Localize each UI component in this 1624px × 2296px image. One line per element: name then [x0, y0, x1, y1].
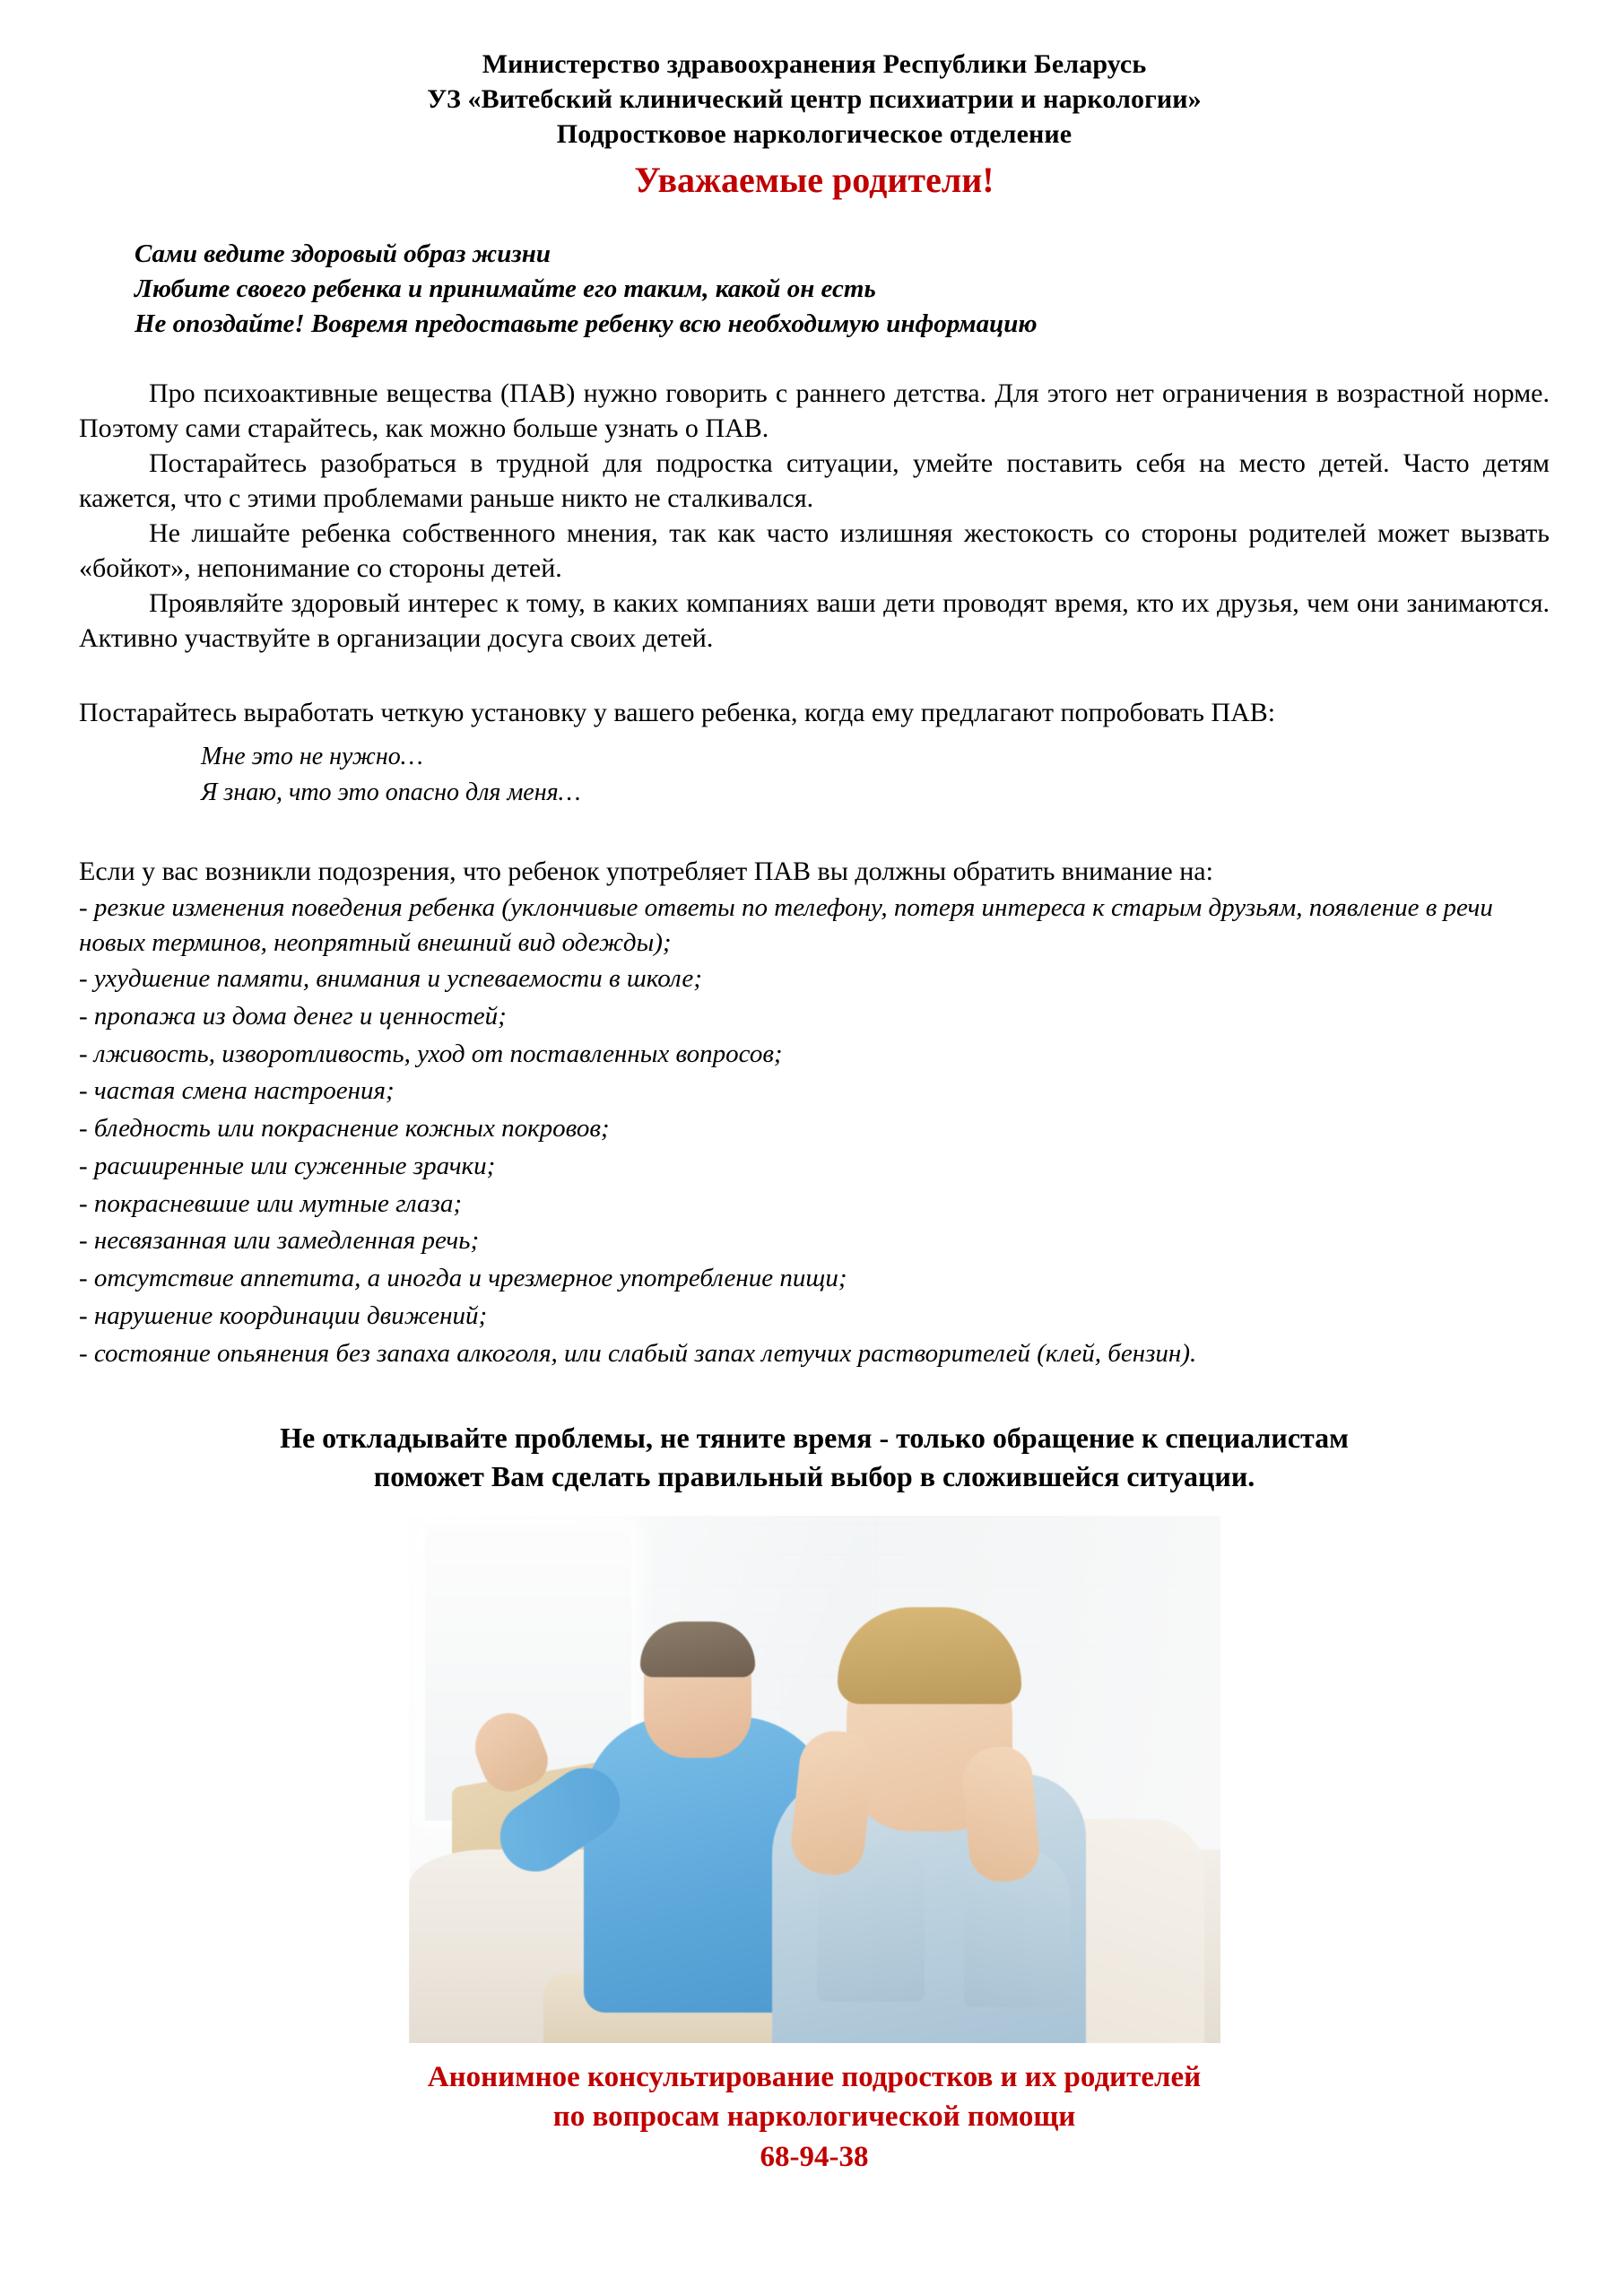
conclusion-line-1: Не откладывайте проблемы, не тяните время - только обращение к специалистам	[280, 1422, 1349, 1455]
symptom-item: - нарушение координации движений;	[79, 1300, 488, 1330]
attitude-lead: Постарайтесь выработать четкую установку у вашего ребенка, когда ему предлагают попробовать ПАВ:	[79, 697, 1276, 727]
photo-container	[79, 1516, 1550, 2043]
family-conflict-photo	[409, 1516, 1220, 2043]
header-line-department: Подростковое наркологическое отделение	[556, 119, 1073, 149]
footer-line-1: Анонимное консультирование подростков и их родителей	[427, 2061, 1202, 2094]
slogan-item: Не опоздайте! Вовремя предоставьте ребенку всю необходимую информацию	[135, 309, 1038, 338]
symptom-item: - отсутствие аппетита, а иногда и чрезмерное употребление пищи;	[79, 1264, 847, 1293]
body-paragraph: Постарайтесь разобраться в трудной для подростка ситуации, умейте поставить себя на место детей. Часто детям кажется, что с этими проблемами раньше никто не сталкивался.	[79, 448, 1550, 513]
attitude-quote: Мне это не нужно…	[201, 743, 423, 771]
document-header	[79, 47, 1550, 152]
symptom-item: - несвязанная или замедленная речь;	[79, 1226, 480, 1256]
footer-line-2: по вопросам наркологической помощи	[552, 2100, 1076, 2134]
body-paragraph: Про психоактивные вещества (ПАВ) нужно говорить с раннего детства. Для этого нет ограничения в возрастной норме. Поэтому сами старайтесь, как можно больше узнать о ПАВ.	[79, 378, 1550, 443]
symptoms-lead: Если у вас возникли подозрения, что ребенок употребляет ПАВ вы должны обратить внимание на:	[79, 856, 1213, 886]
symptom-item: - состояние опьянения без запаха алкоголя, или слабый запах летучих растворителей (клей, бензин).	[79, 1338, 1197, 1368]
header-line-institution: УЗ «Витебский клинический центр психиатрии и наркологии»	[427, 84, 1202, 114]
attitude-section	[79, 695, 1550, 811]
attitude-quote: Я знаю, что это опасно для меня…	[201, 778, 581, 807]
symptom-item: - частая смена настроения;	[79, 1076, 395, 1106]
slogan-list	[79, 237, 1550, 342]
document-content	[79, 47, 1550, 2178]
symptoms-section	[79, 854, 1550, 1373]
symptom-item: - резкие изменения поведения ребенка (уклончивые ответы по телефону, потеря интереса к старым друзьям, появление в речи новых терминов, неопрятный внешний вид одежды);	[79, 893, 1493, 958]
conclusion-heading	[79, 1419, 1550, 1496]
body-paragraph: Не лишайте ребенка собственного мнения, так как часто излишняя жестокость со стороны родителей может вызвать «бойкот», непонимание со стороны детей.	[79, 517, 1550, 583]
symptom-item: - покрасневшие или мутные глаза;	[79, 1188, 462, 1218]
symptom-item: - расширенные или суженные зрачки;	[79, 1151, 496, 1180]
contact-footer	[79, 2057, 1550, 2178]
symptom-item: - пропажа из дома денег и ценностей;	[79, 1001, 507, 1031]
slogan-item: Любите своего ребенка и принимайте его таким, какой он есть	[135, 274, 876, 304]
contact-phone: 68-94-38	[760, 2140, 869, 2173]
conclusion-line-2: поможет Вам сделать правильный выбор в сложившейся ситуации.	[373, 1460, 1255, 1493]
photo-blur-overlay	[409, 1516, 1220, 2043]
symptom-item: - ухудшение памяти, внимания и успеваемости в школе;	[79, 964, 702, 994]
header-line-ministry: Министерство здравоохранения Республики Беларусь	[482, 49, 1147, 79]
symptom-item: - лживость, изворотливость, уход от поставленных вопросов;	[79, 1039, 783, 1068]
page-title: Уважаемые родители!	[634, 160, 994, 200]
slogan-item: Сами ведите здоровый образ жизни	[135, 239, 551, 269]
symptom-item: - бледность или покраснение кожных покровов;	[79, 1114, 610, 1144]
body-paragraph: Проявляйте здоровый интерес к тому, в каких компаниях ваши дети проводят время, кто их друзья, чем они занимаются. Активно участвуйте в организации досуга своих детей.	[79, 587, 1550, 653]
body-paragraphs	[79, 376, 1550, 656]
